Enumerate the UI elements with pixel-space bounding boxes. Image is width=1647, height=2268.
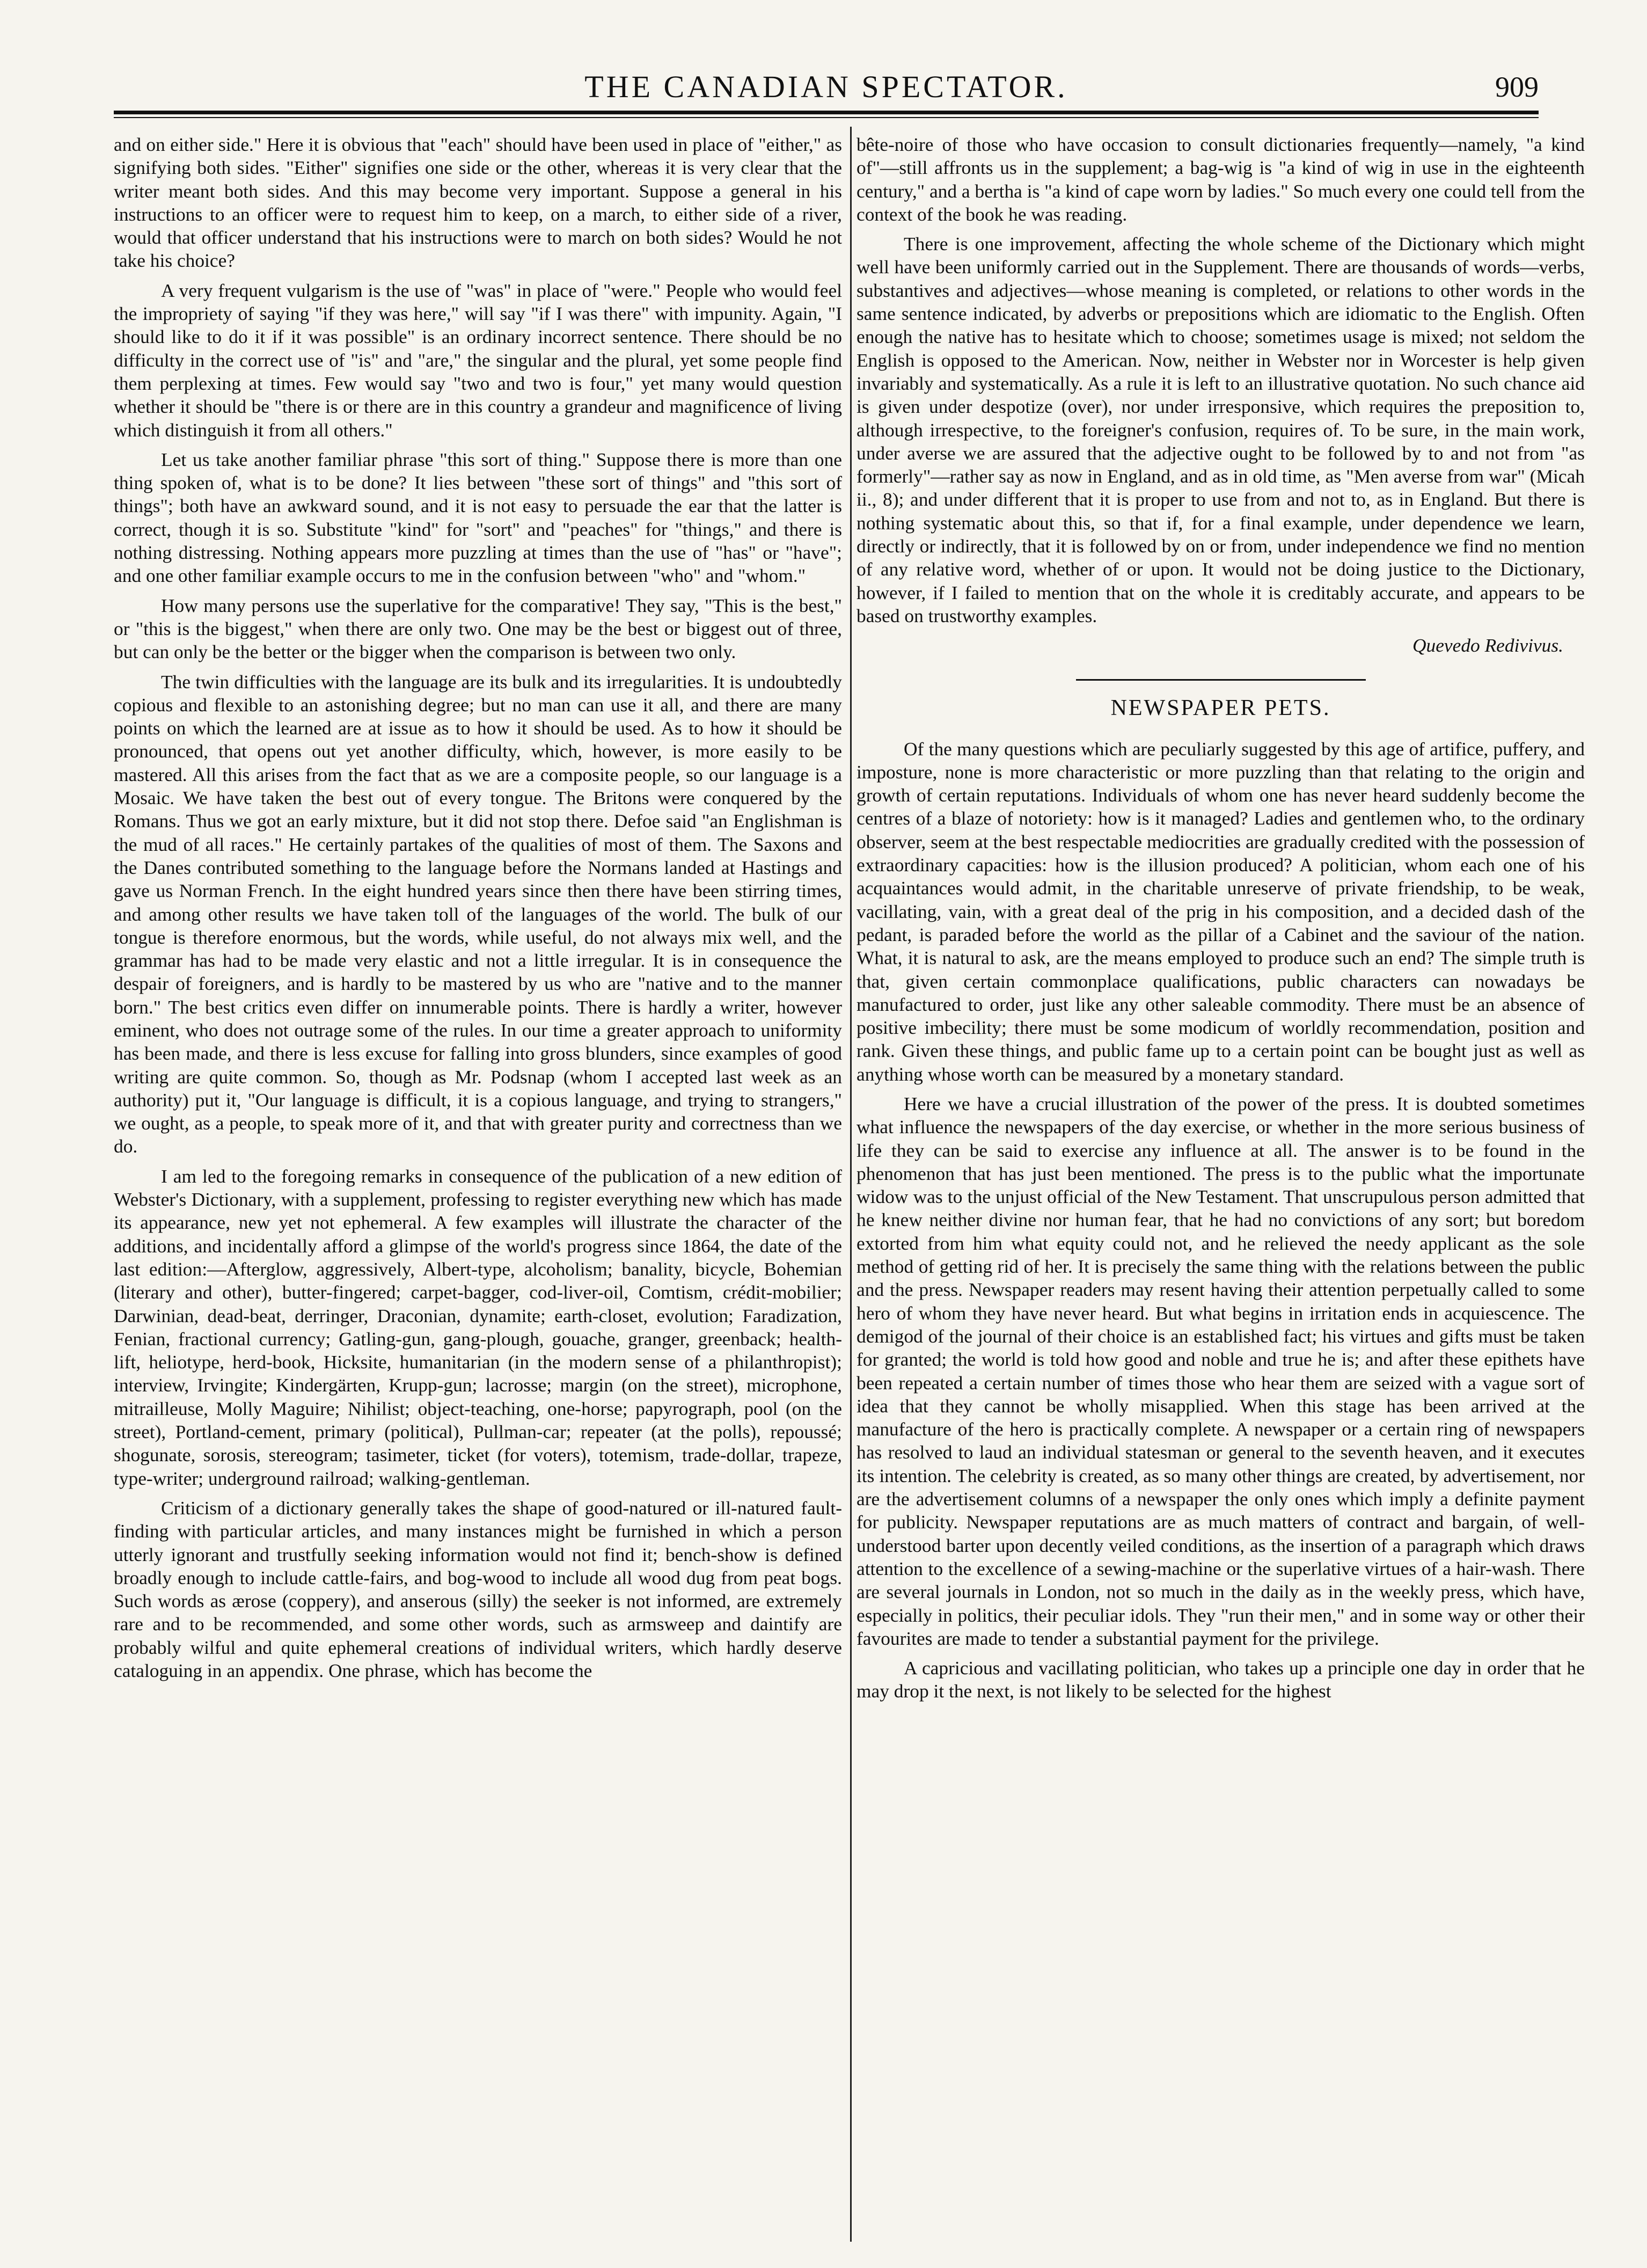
paragraph: and on either side." Here it is obvious that "each" should have been used in place of "either," as signifying both sides. "Either" signifies one side or the other, whereas it is very clear that the writer meant both sides. And this may become very important. Suppose a general in his instructions to an officer were to request him to keep, on a march, to either side of a river, would that officer understand that his instructions were to march on both sides? Would he not take his choice? [114, 134, 842, 272]
paragraph: A very frequent vulgarism is the use of "was" in place of "were." People who would feel the impropriety of saying "if they was here," will say "if I was there" with impunity. Again, "I should like to do it if it was possible" is an ordinary incorrect sentence. There should be no difficulty in the correct use of "is" and "are," the singular and the plural, yet some people find them perplexing at times. Few would say "two and two is four," yet many would question whether it should be "there is or there are in this country a grandeur and magnificence of living which distinguish it from all others." [114, 279, 842, 441]
left-column [114, 133, 842, 1689]
paragraph: Of the many questions which are peculiarly suggested by this age of artifice, puffery, and imposture, none is more characteristic or more puzzling than that relating to the origin and growth of certain reputations. Individuals of whom one has never heard suddenly become the centres of a blaze of notoriety: how is it managed? Ladies and gentlemen who, to the ordinary observer, seem at the best respectable mediocrities are gradually credited with the possession of extraordinary capacities: how is the illusion produced? A politician, whom each one of his acquaintances would admit, in the charitable unreserve of private friendship, to be weak, vacillating, vain, with a great deal of the prig in his composition, and a decided dash of the pedant, is paraded before the world as the pillar of a Cabinet and the saviour of the nation. What, it is natural to ask, are the means employed to produce such an end? The simple truth is that, given certain commonplace qualifications, public characters can nowadays be manufactured to order, just like any other saleable commodity. There must be an absence of positive imbecility; there must be some modicum of worldly recommendation, position and rank. Given these things, and public fame up to a certain point can be bought just as well as anything whose worth can be measured by a monetary standard. [857, 738, 1585, 1085]
section-divider [1076, 679, 1366, 681]
paragraph: Here we have a crucial illustration of the power of the press. It is doubted sometimes what influence the newspapers of the day exercise, or whether in the more serious business of life they can be said to exercise any influence at all. The answer is to be found in the phenomenon that has just been mentioned. The press is to the public what the importunate widow was to the unjust official of the New Testament. That unscrupulous person admitted that he knew neither divine nor human fear, that he had no convictions of any sort; but boredom extorted from him what equity could not, and he relieved the needy applicant as the sole method of getting rid of her. It is precisely the same thing with the relations between the public and the press. Newspaper readers may resent having their attention perpetually called to some hero of whom they have never heard. But what begins in irritation ends in acquiescence. The demigod of the journal of their choice is an established fact; his virtues and gifts must be taken for granted; the world is told how good and noble and true he is; and after these epithets have been repeated a certain number of times those who hear them are seized with a vague sort of idea that they cannot be wholly misapplied. When this stage has been arrived at the manufacture of the hero is practically complete. A newspaper or a certain ring of newspapers has resolved to laud an individual statesman or general to the seventh heaven, and it executes its intention. The celebrity is created, as so many other things are created, by advertisement, nor are the advertisement columns of a newspaper the only ones which imply a definite payment for publicity. Newspaper reputations are as much matters of contract and bargain, of well-understood barter upon decently veiled conditions, as the insertion of a paragraph which draws attention to the excellence of a sewing-machine or the superlative virtues of a hair-wash. There are several journals in London, not so much in the daily as in the weekly press, which have, especially in politics, their peculiar idols. They "run their men," and in some way or other their favourites are made to tender a substantial payment for the privilege. [857, 1092, 1585, 1649]
paragraph: Criticism of a dictionary generally takes the shape of good-natured or ill-natured fault-finding with particular articles, and many instances might be furnished in which a person utterly ignorant and trustfully seeking information would not find it; bench-show is defined broadly enough to include cattle-fairs, and bog-wood to include all wood dug from peat bogs. Such words as ærose (coppery), and anserous (silly) the seeker is not informed, are extremely rare and to be recommended, and some other words, such as armsweep and daintify are probably wilful and quite ephemeral creations of individual writers, which hardly deserve cataloguing in an appendix. One phrase, which has become the [114, 1497, 842, 1681]
paragraph: Let us take another familiar phrase "this sort of thing." Suppose there is more than one thing spoken of, what is to be done? It lies between "these sort of things" and "this sort of things"; both have an awkward sound, and it is not easy to persuade the ear that the latter is correct, though it is so. Substitute "kind" for "sort" and "peaches" for "things," and there is nothing distressing. Nothing appears more puzzling at times than the use of "has" or "have"; and one other familiar example occurs to me in the confusion between "who" and "whom." [114, 448, 842, 587]
paragraph: There is one improvement, affecting the whole scheme of the Dictionary which might well have been uniformly carried out in the Supplement. There are thousands of words—verbs, substantives and adjectives—whose meaning is completed, or relations to other words in the same sentence indicated, by adverbs or prepositions which are idiomatic to the English. Often enough the native has to hesitate which to choose; sometimes usage is mixed; not seldom the English is opposed to the American. Now, neither in Webster nor in Worcester is help given invariably and systematically. As a rule it is left to an illustrative quotation. No such chance aid is given under despotize (over), nor under irresponsive, which requires the preposition to, although irrespective, to the foreigner's confusion, requires of. To be sure, in the main work, under averse we are assured that the adjective ought to be followed by to and not from "as formerly"—rather say as now in England, and as in old time, as "Men averse from war" (Micah ii., 8); and under different that it is proper to use from and not to, as in England. But there is nothing systematic about this, so that if, for a final example, under dependence we learn, directly or indirectly, that it is followed by on or from, under independence we find no mention of any relative word, whether of or upon. It would not be doing justice to the Dictionary, however, if I failed to mention that on the whole it is creditably accurate, and appears to be based on trustworthy examples. [857, 233, 1585, 626]
section-heading: NEWSPAPER PETS. [1110, 695, 1331, 720]
right-column [857, 133, 1585, 1710]
page-number: 909 [1495, 71, 1539, 103]
paragraph: The twin difficulties with the language are its bulk and its irregularities. It is undoubtedly copious and flexible to an astonishing degree; but no man can use it all, and there are many points on which the learned are at issue as to how it should be used. As to how it should be pronounced, that opens out yet another difficulty, which, however, is more easily to be mastered. All this arises from the fact that as we are a composite people, so our language is a Mosaic. We have taken the best out of every tongue. The Britons were conquered by the Romans. Thus we got an early mixture, but it did not stop there. Defoe said "an Englishman is the mud of all races." He certainly partakes of the qualities of most of them. The Saxons and the Danes contributed something to the language before the Normans landed at Hastings and gave us Norman French. In the eight hundred years since then there have been stirring times, and among other results we have taken toll of the languages of the world. The bulk of our tongue is therefore enormous, but the words, while useful, do not always mix well, and the grammar has had to be made very elastic and not a little irregular. It is in consequence the despair of foreigners, and is hardly to be mastered by us who are "native and to the manner born." The best critics even differ on innumerable points. There is hardly a writer, however eminent, who does not outrage some of the rules. In our time a greater approach to uniformity has been made, and there is less excuse for falling into gross blunders, since examples of good writing are quite common. So, though as Mr. Podsnap (whom I accepted last week as an authority) put it, "Our language is difficult, it is a copious language, and trying to strangers," we ought, as a people, to speak more of it, and that with greater purity and correctness than we do. [114, 670, 842, 1157]
paragraph: How many persons use the superlative for the comparative! They say, "This is the best," or "this is the biggest," when there are only two. One may be the best or biggest out of three, but can only be the better or the bigger when the comparison is between two only. [114, 594, 842, 663]
header-rule-thick [114, 111, 1539, 114]
column-divider [850, 127, 852, 2242]
header-rule-thin [114, 117, 1539, 118]
paragraph: A capricious and vacillating politician, who takes up a principle one day in order that he may drop it the next, is not likely to be selected for the highest [857, 1657, 1585, 1702]
paragraph: I am led to the foregoing remarks in consequence of the publication of a new edition of Webster's Dictionary, with a supplement, professing to register everything new which has made its appearance, new yet not ephemeral. A few examples will illustrate the character of the additions, and incidentally afford a glimpse of the world's progress since 1864, the date of the last edition:—Afterglow, aggressively, Albert-type, alcoholism; banality, bicycle, Bohemian (literary and other), butter-fingered; carpet-bagger, cod-liver-oil, Comtism, crédit-mobilier; Darwinian, dead-beat, derringer, Draconian, dynamite; earth-closet, evolution; Faradization, Fenian, fractional currency; Gatling-gun, gang-plough, gouache, granger, greenback; health-lift, heliotype, herd-book, Hicksite, humanitarian (in the modern sense of a philanthropist); interview, Irvingite; Kindergärten, Krupp-gun; lacrosse; margin (on the street), microphone, mitrailleuse, Molly Maguire; Nihilist; object-teaching, one-horse; papyrograph, pool (on the street), Portland-cement, primary (political), Pullman-car; repeater (at the polls), repoussé; shogunate, sorosis, stereogram; tasimeter, ticket (for voters), totemism, trade-dollar, trapeze, type-writer; underground railroad; walking-gentleman. [114, 1165, 842, 1489]
paragraph: bête-noire of those who have occasion to consult dictionaries frequently—namely, "a kind of"—still affronts us in the supplement; a bag-wig is "a kind of wig in use in the eighteenth century," and a bertha is "a kind of cape worn by ladies." So much every one could tell from the context of the book he was reading. [857, 134, 1585, 225]
running-head [114, 65, 1539, 108]
author-signature: Quevedo Redivivus. [1412, 635, 1563, 657]
publication-title: THE CANADIAN SPECTATOR. [584, 69, 1068, 104]
